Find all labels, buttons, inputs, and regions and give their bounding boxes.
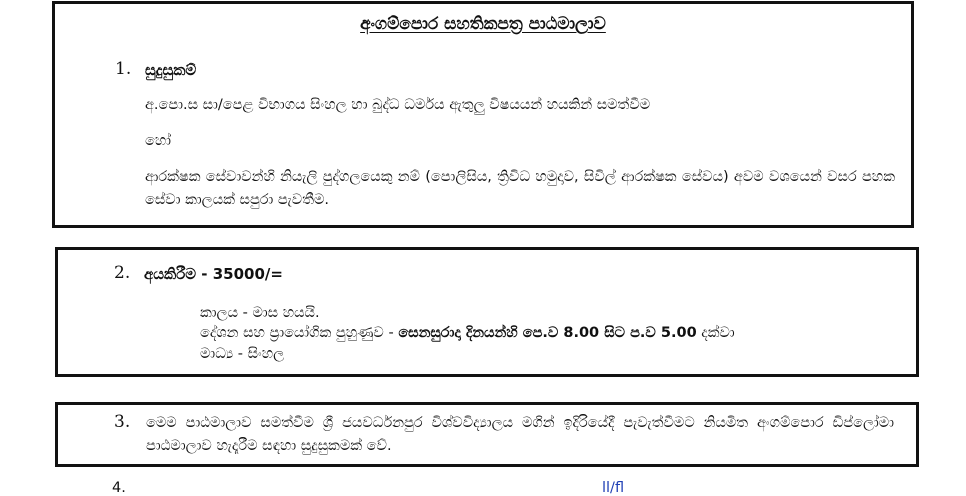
section-4-partial xyxy=(112,480,625,496)
course-duration: කාලය - මාස හයයි. xyxy=(200,305,320,321)
diploma-eligibility-text: මෙම පාඨමාලාව සමත්වීම ශ්‍රී ජයවර්ධනපුර විශ්වවිද්‍යාලය මගින් ඉදිරියේදී පැවැත්වීමට නියමිත අංගම්පොර ඩිප්ලෝමා පාඨමාලාව හැදෑරීම සඳහා සුදුසුකමක් වේ. xyxy=(146,415,894,454)
qualifications-heading: සුදුසුකම් xyxy=(145,61,197,79)
partial-link[interactable]: ll/fl xyxy=(602,480,625,496)
diploma-eligibility-box xyxy=(55,402,919,467)
lecture-suffix: දක්වා xyxy=(696,325,735,341)
section-number-1: 1. xyxy=(115,59,132,79)
qualification-security-services: ආරක්ෂක සේවාවන්හි නියැලි පුද්ගලයෙකු නම් (පොලිසිය, ත්‍රිවිධ හමුදාව, සිවිල් ආරක්ෂක සේවය) අවම වශයෙන් වසර පහක සේවා කාලයක් සපුරා පැවතීම. xyxy=(145,169,895,208)
section-number-2: 2. xyxy=(114,263,131,283)
qualifications-box xyxy=(52,1,914,228)
fee-heading: අයකිරීම - 35000/= xyxy=(144,265,283,283)
or-text: හෝ xyxy=(145,133,172,149)
lecture-prefix: දේශන සහ ප්‍රායෝගික පුහුණුව - xyxy=(200,325,399,341)
section-number-3: 3. xyxy=(114,412,131,432)
lecture-days-times: සෙනසුරාදා දිනයන්හි පෙ.ව 8.00 සිට ප.ව 5.00 xyxy=(398,325,697,341)
fees-box xyxy=(55,247,919,377)
course-title: අංගම්පොර සහතිකපත්‍ර පාඨමාලාව xyxy=(360,14,606,34)
lecture-schedule xyxy=(200,323,735,344)
qualification-ol-pass: අ.පො.ස සා/පෙළ විභාගය සිංහල හා බුද්ධ ධර්මය ඇතුලු විෂයයන් හයකින් සමත්වීම xyxy=(145,97,651,113)
course-medium: මාධ්‍ය - සිංහල xyxy=(200,346,285,362)
section-number-4: 4. xyxy=(112,480,126,496)
